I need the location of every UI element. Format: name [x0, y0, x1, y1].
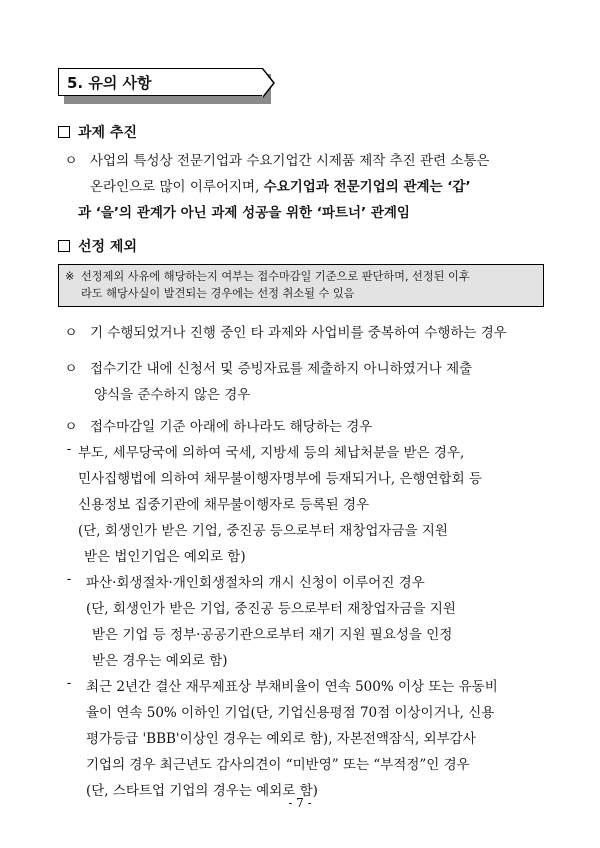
checkbox-square-icon [58, 126, 70, 138]
dash-bullet: - [66, 441, 72, 457]
bullet: ㅇ [64, 153, 78, 169]
task-line-1: 사업의 특성상 전문기업과 수요기업간 시제품 제작 추진 관련 소통은 [90, 153, 490, 169]
exclusion-item: 접수마감일 기준 아래에 하나라도 해당하는 경우 [90, 419, 373, 435]
subheading-task-label: 과제 추진 [78, 125, 137, 141]
sub-item: 최근 2년간 결산 재무제표상 부채비율이 연속 500% 이상 또는 유동비 율이 연속 50% 이하인 기업(단, 기업신용평점 70점 이상이거나, 신용 평가등급 'BBB'이상인 경우는 예외로 함), 자본전액잠식, 외부감사 기업의 경우 최근년도 감사의견이 “미반영” 또는 “부적정”인 경우 (단, 스타트업 기업의 경우는 예외로 함) [86, 679, 498, 799]
bullet: ㅇ [64, 361, 78, 377]
exclusion-item: 기 수행되었거나 진행 중인 타 과제와 사업비를 중복하여 수행하는 경우 [90, 325, 507, 341]
sub-item: 부도, 세무당국에 의하여 국세, 지방세 등의 체납처분을 받은 경우, 민사집행법에 의하여 채무불이행자명부에 등재되거나, 은행연합회 등 신용정보 집중기관에 채무불이행자로 등록된 경우 (단, 회생인가 받은 기업, 중진공 등으로부터 재창업자금을 지원 받은 법인기업은 예외로 함) [78, 445, 482, 565]
task-emphasis: 수요기업과 전문기업의 관계는 ‘갑’ [263, 179, 471, 195]
notice-line-2: 라도 해당사실이 발견되는 경우에는 선정 취소될 수 있음 [81, 287, 355, 300]
subheading-exclusion [58, 236, 137, 256]
subheading-exclusion-label: 선정 제외 [78, 239, 137, 255]
dash-bullet: - [66, 571, 72, 587]
notice-line-1: 선정제외 사유에 해당하는지 여부는 접수마감일 기준으로 판단하며, 선정된 이후 [81, 270, 470, 283]
notice-box [58, 264, 544, 307]
section-header [58, 68, 263, 96]
bullet: ㅇ [64, 419, 78, 435]
task-line-2: 온라인으로 많이 이루어지며, 수요기업과 전문기업의 관계는 ‘갑’ [90, 179, 471, 195]
page-number: - 7 - [288, 796, 312, 810]
task-line-3: 과 ‘을’의 관계가 아닌 과제 성공을 위한 ‘파트너’ 관계임 [78, 205, 410, 221]
checkbox-square-icon [58, 240, 70, 252]
task-paragraph [90, 148, 489, 200]
dash-bullet: - [66, 675, 72, 691]
sub-item: 파산·회생절차·개인회생절차의 개시 신청이 이루어진 경우 (단, 회생인가 받은 기업, 중진공 등으로부터 재창업자금을 지원 받은 기업 등 정부·공공기관으로부터 재기 지원 필요성을 인정 받은 경우는 예외로 함) [86, 575, 456, 669]
notice-mark: ※ [65, 270, 75, 283]
section-title: 5. 유의 사항 [58, 68, 263, 96]
subheading-task [58, 122, 137, 142]
bullet: ㅇ [64, 325, 78, 341]
exclusion-item: 접수기간 내에 신청서 및 증빙자료를 제출하지 아니하였거나 제출 양식을 준수하지 않은 경우 [90, 361, 473, 403]
